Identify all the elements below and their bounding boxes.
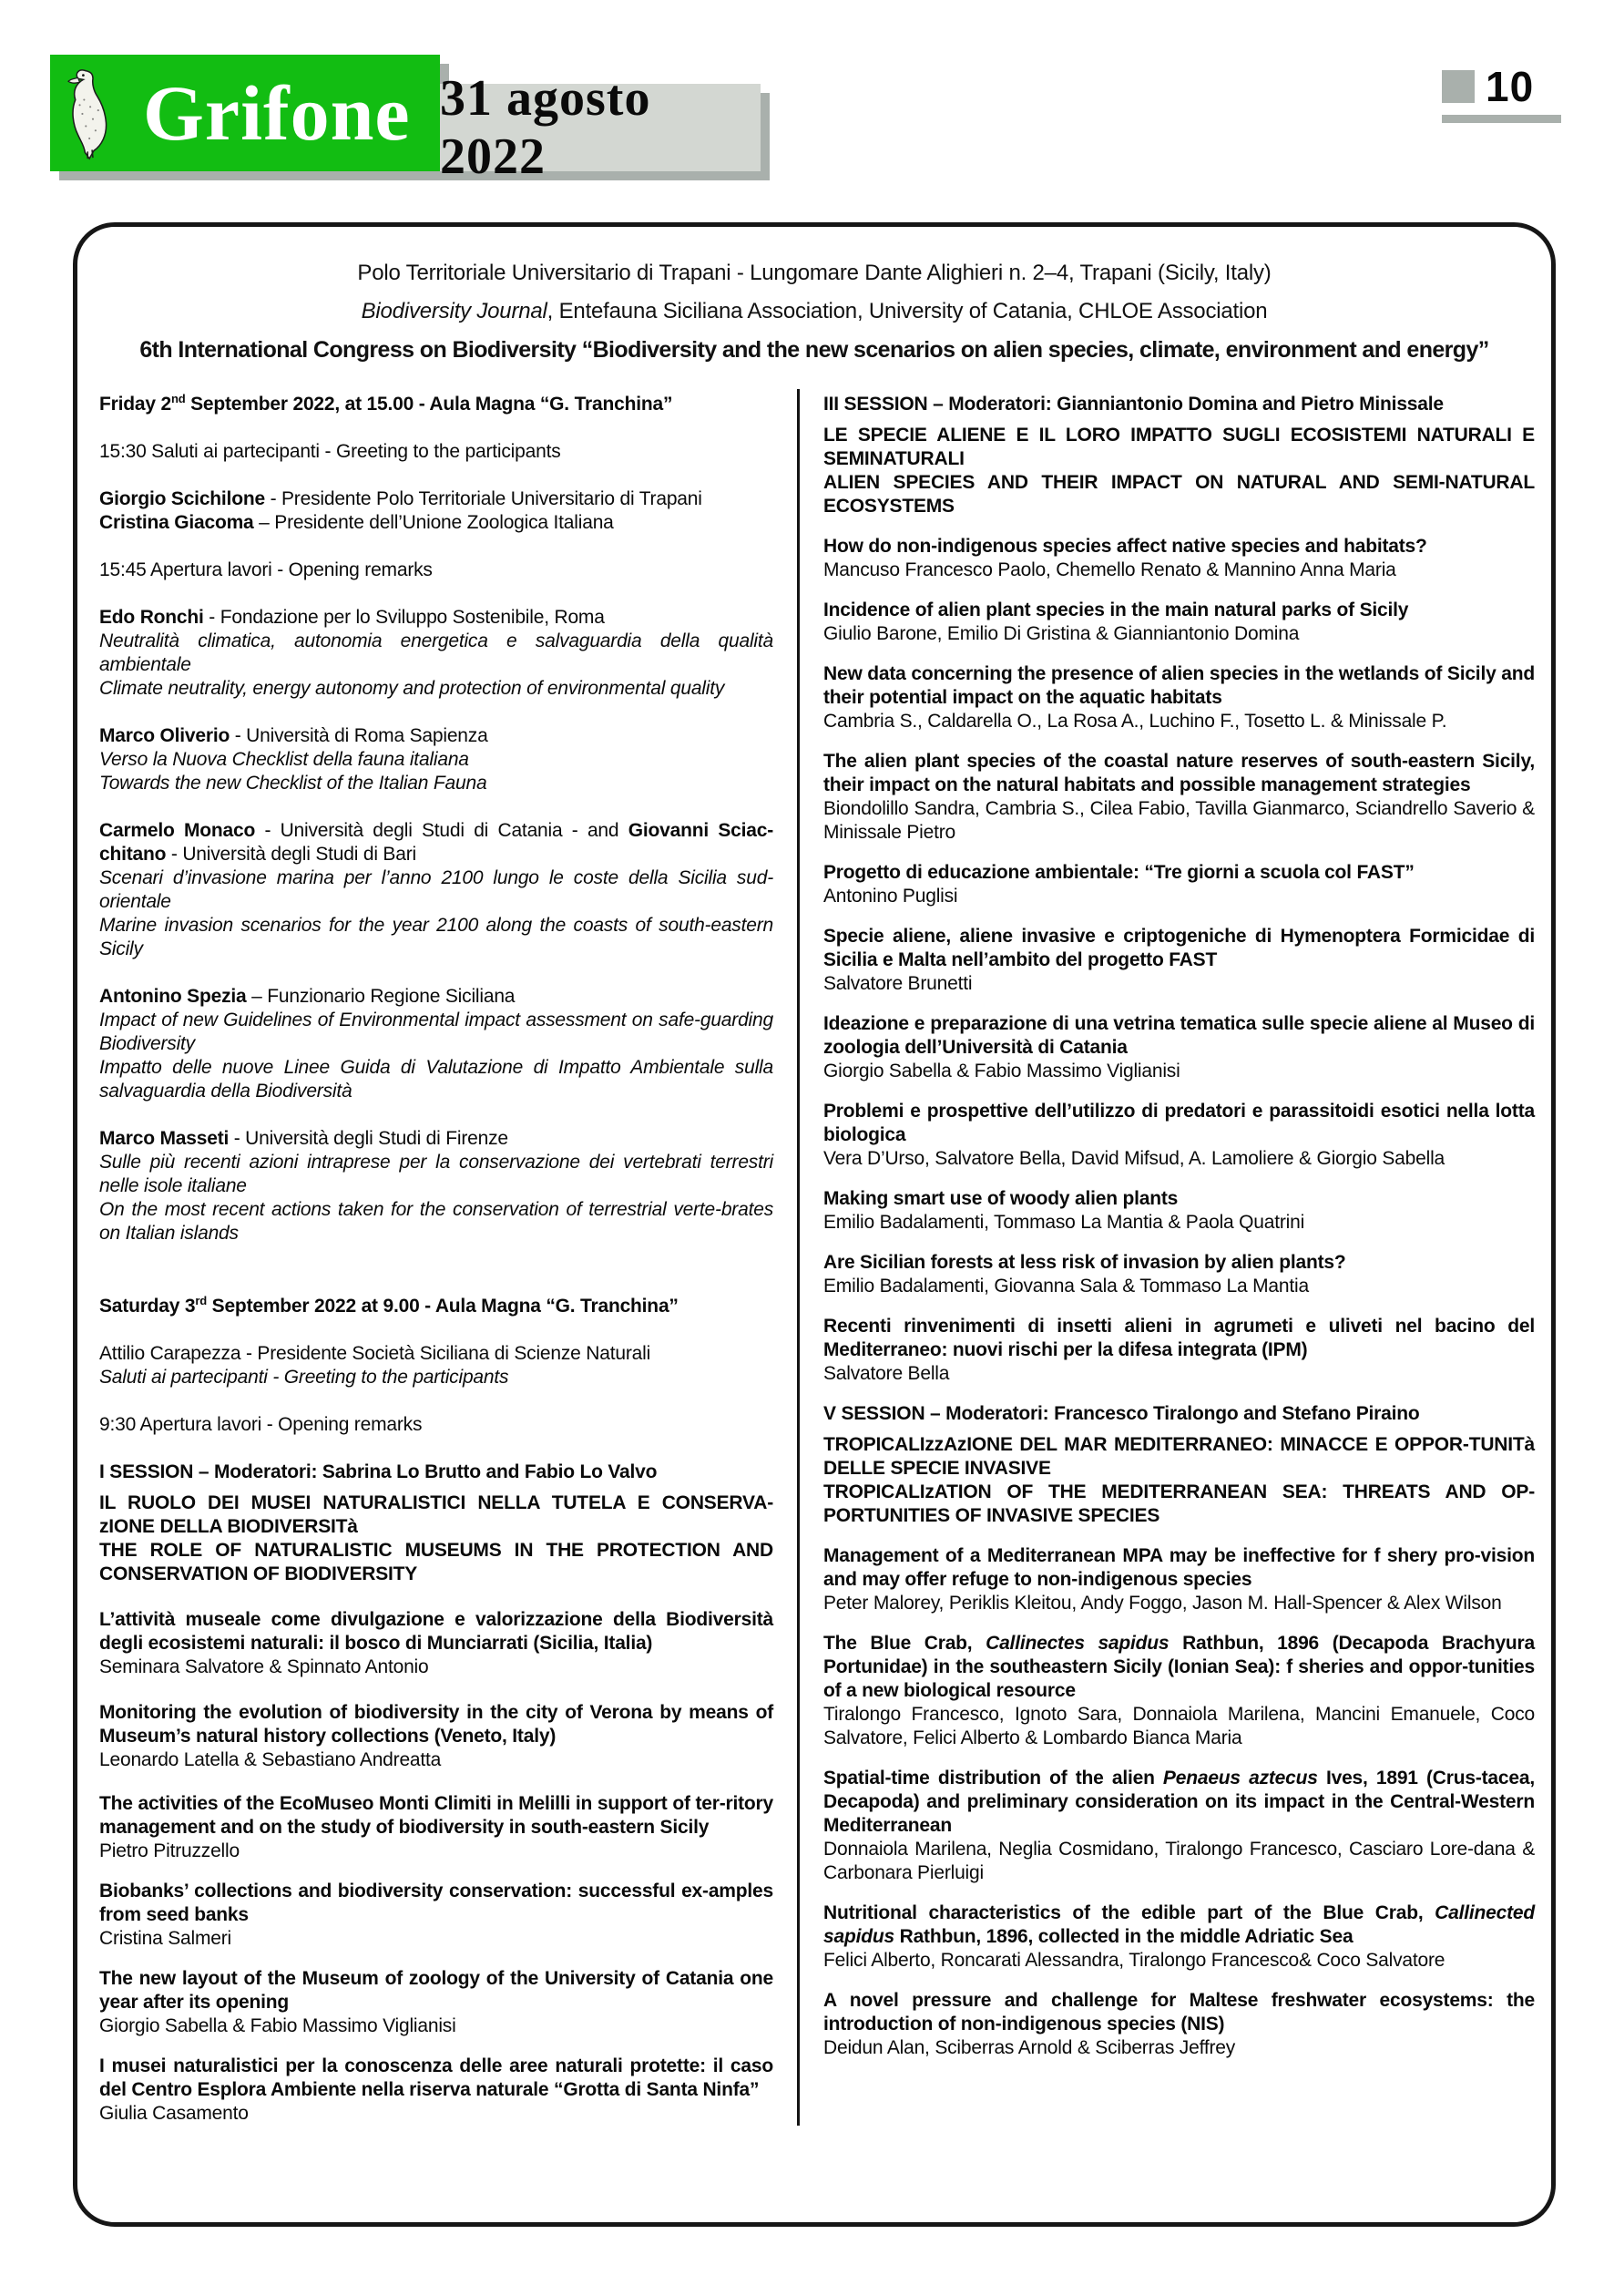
organizers-rest: , Entefauna Siciliana Association, University of Catania, CHLOE Association	[547, 299, 1268, 323]
program-paragraph: Mancuso Francesco Paolo, Chemello Renato & Mannino Anna Maria	[823, 559, 1396, 580]
program-paragraph: Climate neutrality, energy autonomy and protection of environmental quality	[99, 678, 725, 699]
program-paragraph: Vera D’Urso, Salvatore Bella, David Mifsud, A. Lamoliere & Giorgio Sabella	[823, 1148, 1445, 1169]
program-block	[99, 1461, 773, 1484]
program-frame	[73, 222, 1556, 2227]
program-paragraph: V SESSION – Moderatori: Francesco Tiralongo and Stefano Piraino	[823, 1403, 1420, 1424]
program-block	[99, 1967, 773, 2038]
program-paragraph: Neutralità climatica, autonomia energetica e salvaguardia della qualità ambientale	[99, 630, 773, 675]
program-paragraph: Felici Alberto, Roncarati Alessandra, Tiralongo Francesco& Coco Salvatore	[823, 1950, 1445, 1971]
program-block	[823, 1544, 1535, 1615]
program-paragraph: 9:30 Apertura lavori - Opening remarks	[99, 1414, 423, 1435]
program-paragraph: Spatial-time distribution of the alien Penaeus aztecus Ives, 1891 (Crus-tacea, Decapoda) and preliminary consideration on its impact in the Central-Western Mediterranean	[823, 1768, 1535, 1836]
program-paragraph: Cristina Salmeri	[99, 1928, 231, 1949]
program-block	[823, 1315, 1535, 1386]
program-paragraph: L’attività museale come divulgazione e valorizzazione della Biodiversità degli ecosistemi naturali: il bosco di Munciarrati (Sicilia, Italia)	[99, 1609, 773, 1654]
program-block	[823, 662, 1535, 733]
program-paragraph: Cambria S., Caldarella O., La Rosa A., Luchino F., Tosetto L. & Minissale P.	[823, 711, 1447, 732]
program-block	[99, 1701, 773, 1772]
program-column-right	[797, 389, 1551, 2126]
program-paragraph: Progetto di educazione ambientale: “Tre giorni a scuola col FAST”	[823, 862, 1415, 883]
program-paragraph: Emilio Badalamenti, Giovanna Sala & Tommaso La Mantia	[823, 1276, 1309, 1297]
program-paragraph: Nutritional characteristics of the edible part of the Blue Crab, Callinected sapidus Rathbun, 1896, collected in the middle Adriatic Sea	[823, 1902, 1535, 1947]
program-paragraph: A novel pressure and challenge for Maltese freshwater ecosystems: the introduction of non-indigenous species (NIS)	[823, 1990, 1535, 2035]
program-block	[99, 819, 773, 961]
program-paragraph: Friday 2nd September 2022, at 15.00 - Aula Magna “G. Tranchina”	[99, 392, 673, 415]
program-block	[99, 1127, 773, 1245]
program-paragraph: New data concerning the presence of alien species in the wetlands of Sicily and their potential impact on the aquatic habitats	[823, 663, 1535, 708]
program-paragraph: Giorgio Scichilone - Presidente Polo Territoriale Universitario di Trapani	[99, 488, 702, 509]
program-paragraph: Marco Masseti - Università degli Studi di Firenze	[99, 1128, 508, 1149]
program-paragraph: Tiralongo Francesco, Ignoto Sara, Donnaiola Marilena, Mancini Emanuele, Coco Salvatore, Felici Alberto & Lombardo Bianca Maria	[823, 1704, 1535, 1748]
program-block	[823, 424, 1535, 518]
program-paragraph: Peter Malorey, Periklis Kleitou, Andy Foggo, Jason M. Hall-Spencer & Alex Wilson	[823, 1593, 1502, 1614]
program-paragraph: How do non-indigenous species affect native species and habitats?	[823, 536, 1427, 557]
program-block	[823, 1100, 1535, 1171]
program-paragraph: I SESSION – Moderatori: Sabrina Lo Brutto and Fabio Lo Valvo	[99, 1461, 658, 1482]
griffon-vulture-icon	[65, 65, 121, 161]
program-paragraph: Verso la Nuova Checklist della fauna italiana	[99, 749, 469, 770]
issue-date: 31 agosto 2022	[440, 70, 651, 185]
program-paragraph: Salvatore Brunetti	[823, 973, 973, 994]
program-block	[823, 1632, 1535, 1750]
program-paragraph: Giulio Barone, Emilio Di Gristina & Gianniantonio Domina	[823, 623, 1300, 644]
program-paragraph: ALIEN SPECIES AND THEIR IMPACT ON NATURAL AND SEMI-NATURAL ECOSYSTEMS	[823, 472, 1535, 517]
program-block	[823, 535, 1535, 582]
page-number: 10	[1486, 63, 1535, 110]
program-block	[99, 1880, 773, 1951]
program-block	[99, 1342, 773, 1389]
page-number-marker-square	[1442, 70, 1475, 103]
program-paragraph: Leonardo Latella & Sebastiano Andreatta	[99, 1749, 442, 1770]
program-block	[823, 1433, 1535, 1528]
program-paragraph: TROPICALIzzAzIONE DEL MAR MEDITERRANEO: MINACCE E OPPOR-TUNITà DELLE SPECIE INVASIVE	[823, 1434, 1535, 1479]
program-paragraph: Scenari d’invasione marina per l’anno 2100 lungo le coste della Sicilia sud-orientale	[99, 867, 773, 912]
program-block	[99, 985, 773, 1103]
program-paragraph: 15:45 Apertura lavori - Opening remarks	[99, 559, 433, 580]
program-paragraph: Pietro Pitruzzello	[99, 1840, 240, 1861]
page-number-block	[1442, 62, 1561, 123]
program-block	[99, 393, 773, 416]
program-block	[823, 393, 1535, 416]
program-paragraph: Incidence of alien plant species in the main natural parks of Sicily	[823, 600, 1409, 620]
program-paragraph: Recenti rinvenimenti di insetti alieni in agrumeti e uliveti nel bacino del Mediterraneo: nuovi rischi per la difesa integrata (IPM)	[823, 1316, 1535, 1360]
program-paragraph: Giorgio Sabella & Fabio Massimo Viglianisi	[99, 2015, 456, 2036]
program-paragraph: TROPICALIzATION OF THE MEDITERRANEAN SEA: THREATS AND OP-PORTUNITIES OF INVASIVE SPECIES	[823, 1481, 1535, 1526]
program-block	[823, 1767, 1535, 1885]
program-paragraph: Deidun Alan, Sciberras Arnold & Sciberras Jeffrey	[823, 2037, 1236, 2058]
program-column-left	[77, 389, 797, 2126]
program-paragraph: The alien plant species of the coastal nature reserves of south-eastern Sicily, their impact on the natural habitats and possible management strategies	[823, 751, 1535, 795]
program-paragraph: Antonino Puglisi	[823, 886, 958, 907]
program-block	[99, 487, 773, 535]
program-paragraph: Emilio Badalamenti, Tommaso La Mantia & Paola Quatrini	[823, 1212, 1305, 1233]
program-paragraph: The activities of the EcoMuseo Monti Climiti in Melilli in support of ter-ritory management and on the study of biodiversity in south-eastern Sicily	[99, 1793, 773, 1838]
program-block	[823, 1402, 1535, 1426]
program-columns	[77, 389, 1551, 2126]
congress-title-block	[77, 254, 1551, 369]
program-block	[99, 724, 773, 795]
program-block	[823, 1989, 1535, 2060]
program-paragraph: Impatto delle nuove Linee Guida di Valutazione di Impatto Ambientale sulla salvaguardia della Biodiversità	[99, 1057, 773, 1102]
program-paragraph: Biondolillo Sandra, Cambria S., Cilea Fabio, Tavilla Gianmarco, Sciandrello Saverio & Minissale Pietro	[823, 798, 1535, 843]
program-block	[99, 559, 773, 582]
program-block	[99, 1413, 773, 1437]
program-block	[823, 1251, 1535, 1298]
program-paragraph: Giulia Casamento	[99, 2103, 249, 2124]
program-paragraph: LE SPECIE ALIENE E IL LORO IMPATTO SUGLI ECOSISTEMI NATURALI E SEMINATURALI	[823, 425, 1535, 469]
program-block	[99, 1491, 773, 1586]
newsletter-title: Grifone	[143, 69, 411, 157]
program-paragraph: Ideazione e preparazione di una vetrina tematica sulle specie aliene al Museo di zoologia dell’Università di Catania	[823, 1013, 1535, 1058]
program-paragraph: Sulle più recenti azioni intraprese per la conservazione dei vertebrati terrestri nelle isole italiane	[99, 1152, 773, 1196]
program-paragraph: Problemi e prospettive dell’utilizzo di predatori e parassitoidi esotici nella lotta biologica	[823, 1101, 1535, 1145]
program-paragraph: On the most recent actions taken for the conservation of terrestrial verte-brates on Italian islands	[99, 1199, 773, 1244]
program-paragraph: Biobanks’ collections and biodiversity conservation: successful ex-amples from seed banks	[99, 1881, 773, 1925]
program-paragraph: Carmelo Monaco - Università degli Studi di Catania - and Giovanni Sciac-chitano - Università degli Studi di Bari	[99, 820, 773, 865]
page-number-rule	[1442, 115, 1561, 123]
program-block	[99, 1295, 773, 1318]
program-block	[823, 1012, 1535, 1083]
program-paragraph: THE ROLE OF NATURALISTIC MUSEUMS IN THE PROTECTION AND CONSERVATION OF BIODIVERSITY	[99, 1540, 773, 1584]
program-paragraph: Making smart use of woody alien plants	[823, 1188, 1179, 1209]
program-paragraph: Management of a Mediterranean MPA may be ineffective for f shery pro-vision and may offer refuge to non-indigenous species	[823, 1545, 1535, 1590]
program-paragraph: Marco Oliverio - Università di Roma Sapienza	[99, 725, 488, 746]
journal-name: Biodiversity Journal	[361, 299, 547, 323]
program-block	[99, 2055, 773, 2126]
program-block	[823, 750, 1535, 845]
program-paragraph: I musei naturalistici per la conoscenza delle aree naturali protette: il caso del Centro Esplora Ambiente nella riserva naturale “Grotta di Santa Ninfa”	[99, 2055, 773, 2100]
program-block	[99, 606, 773, 701]
program-paragraph: Salvatore Bella	[823, 1363, 950, 1384]
program-paragraph: Monitoring the evolution of biodiversity in the city of Verona by means of Museum’s natural history collections (Veneto, Italy)	[99, 1702, 773, 1747]
program-paragraph: Edo Ronchi - Fondazione per lo Sviluppo Sostenibile, Roma	[99, 607, 605, 628]
program-block	[99, 440, 773, 464]
program-paragraph: Are Sicilian forests at less risk of invasion by alien plants?	[823, 1252, 1346, 1273]
issue-date-box	[440, 70, 761, 185]
program-paragraph: Seminara Salvatore & Spinnato Antonio	[99, 1656, 429, 1677]
program-block	[823, 861, 1535, 908]
program-paragraph: Towards the new Checklist of the Italian Fauna	[99, 773, 487, 794]
program-block	[99, 1792, 773, 1863]
program-paragraph: IL RUOLO DEI MUSEI NATURALISTICI NELLA TUTELA E CONSERVA-zIONE DELLA BIODIVERSITà	[99, 1492, 773, 1537]
venue-line: Polo Territoriale Universitario di Trapani - Lungomare Dante Alighieri n. 2–4, Trapani (Sicily, Italy)	[357, 261, 1272, 285]
program-paragraph: 15:30 Saluti ai partecipanti - Greeting to the participants	[99, 441, 561, 462]
program-paragraph: Saturday 3rd September 2022 at 9.00 - Aula Magna “G. Tranchina”	[99, 1294, 679, 1317]
congress-name: 6th International Congress on Biodiversity “Biodiversity and the new scenarios on alien species, climate, environment and energy”	[139, 337, 1489, 363]
program-block	[823, 599, 1535, 646]
program-block	[823, 1901, 1535, 1973]
program-paragraph: Antonino Spezia – Funzionario Regione Siciliana	[99, 986, 516, 1007]
page-number-row	[1442, 62, 1561, 111]
organizers-line	[127, 292, 1502, 331]
program-paragraph: The new layout of the Museum of zoology of the University of Catania one year after its opening	[99, 1968, 773, 2013]
program-paragraph: Giorgio Sabella & Fabio Massimo Viglianisi	[823, 1061, 1180, 1081]
program-block	[823, 1187, 1535, 1235]
program-block	[99, 1608, 773, 1679]
grifone-logo-box	[50, 55, 440, 171]
program-paragraph: Specie aliene, aliene invasive e criptogeniche di Hymenoptera Formicidae di Sicilia e Malta nell’ambito del progetto FAST	[823, 926, 1535, 970]
masthead	[50, 55, 761, 185]
program-paragraph: Cristina Giacoma – Presidente dell’Unione Zoologica Italiana	[99, 512, 614, 533]
program-paragraph: Donnaiola Marilena, Neglia Cosmidano, Tiralongo Francesco, Casciaro Lore-dana & Carbonara Pierluigi	[823, 1839, 1535, 1883]
program-block	[823, 925, 1535, 996]
program-paragraph: Saluti ai partecipanti - Greeting to the participants	[99, 1367, 509, 1388]
program-paragraph: III SESSION – Moderatori: Gianniantonio Domina and Pietro Minissale	[823, 394, 1444, 415]
program-paragraph: Impact of new Guidelines of Environmental impact assessment on safe-guarding Biodiversity	[99, 1010, 773, 1054]
program-paragraph: Attilio Carapezza - Presidente Società Siciliana di Scienze Naturali	[99, 1343, 651, 1364]
program-paragraph: Marine invasion scenarios for the year 2100 along the coasts of south-eastern Sicily	[99, 915, 773, 959]
program-paragraph: The Blue Crab, Callinectes sapidus Rathbun, 1896 (Decapoda Brachyura Portunidae) in the southeastern Sicily (Ionian Sea): f sheries and oppor-tunities of a new biological resource	[823, 1633, 1536, 1701]
